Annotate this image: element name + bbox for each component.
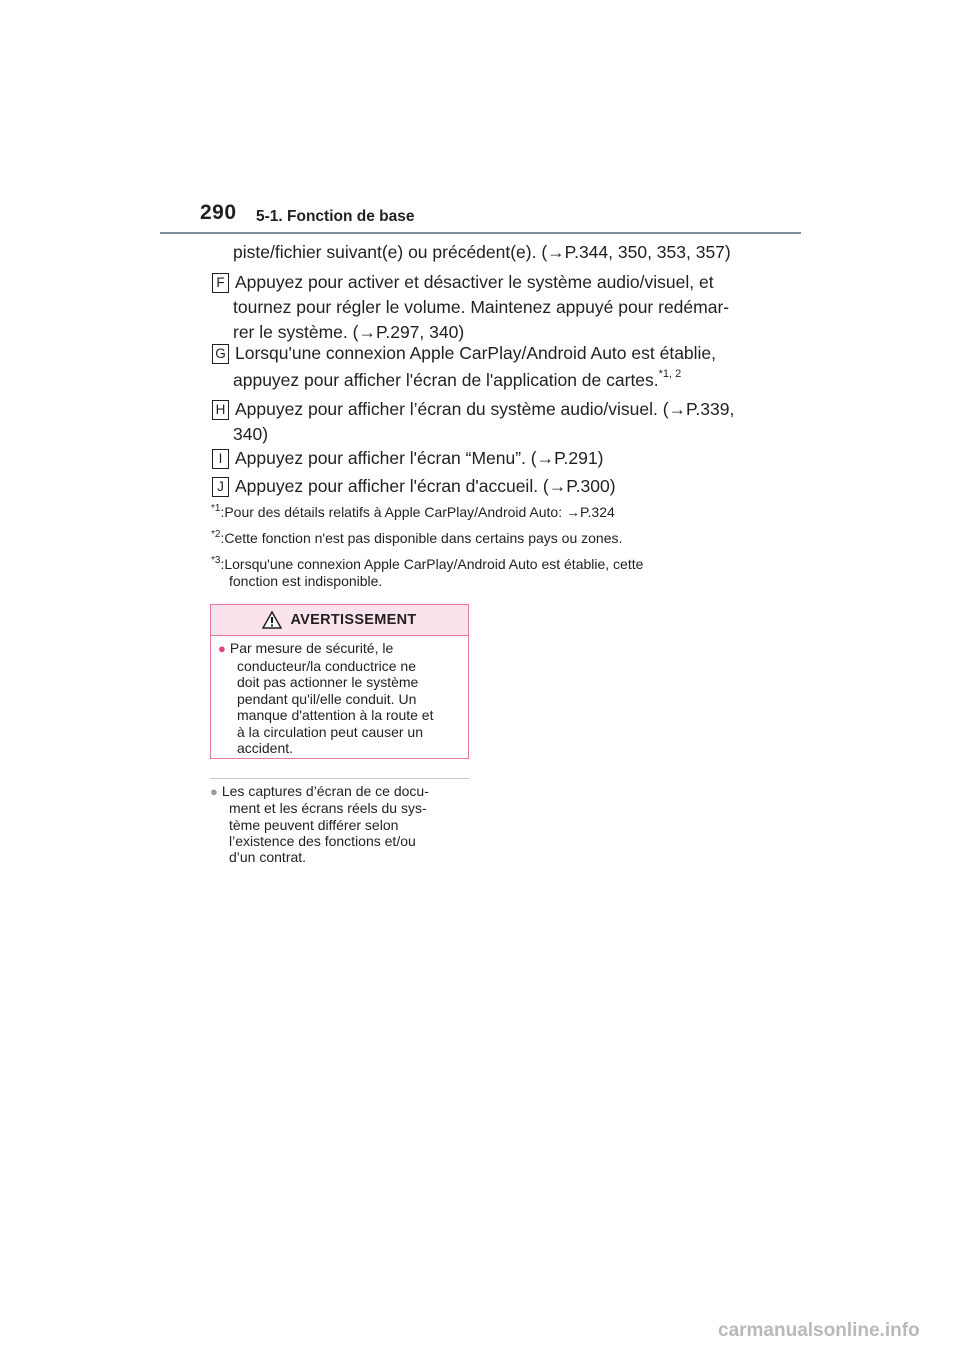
note-line: d’un contrat.: [229, 849, 307, 866]
warning-triangle-icon: [262, 611, 282, 629]
bullet-icon: ●: [210, 784, 218, 799]
item-f: [212, 270, 772, 345]
item-g: [212, 341, 772, 393]
warning-body: [218, 640, 468, 757]
warning-line: conducteur/la conductrice ne: [237, 657, 416, 674]
item-text-line: appuyez pour afficher l'écran de l'application de cartes.: [233, 370, 659, 390]
item-text-line: Appuyez pour afficher l'écran “Menu”. (→P.291): [235, 448, 604, 468]
item-text-line: Appuyez pour activer et désactiver le système audio/visuel, et: [235, 272, 714, 292]
label-box-h: H: [212, 400, 229, 420]
warning-line: manque d'attention à la route et: [237, 707, 434, 723]
note-line: l’existence des fonctions et/ou: [229, 832, 416, 849]
warning-line: accident.: [237, 740, 294, 756]
footnote-ref: *1, 2: [658, 368, 682, 380]
note-divider: [210, 778, 469, 779]
warning-line: doit pas actionner le système: [237, 674, 419, 690]
label-box-j: J: [212, 477, 229, 497]
footnote-text: Lorsqu'une connexion Apple CarPlay/Android Auto est établie, cette: [224, 556, 644, 572]
item-text-line: tournez pour régler le volume. Maintenez appuyé pour redémar-: [233, 297, 730, 317]
watermark: carmanualsonline.info: [718, 1320, 920, 1341]
label-box-f: F: [212, 273, 229, 293]
item-text-line: piste/fichier suivant(e) ou précédent(e). (→P.344, 350, 353, 357): [233, 242, 731, 262]
footnote-marker: *3: [211, 555, 221, 566]
item-j: [212, 474, 772, 499]
item-text-line: Appuyez pour afficher l’écran du système audio/visuel. (→P.339,: [235, 399, 735, 419]
warning-line: pendant qu'il/elle conduit. Un: [237, 690, 417, 707]
item-continuation: [212, 240, 772, 265]
footnote-2: $^{*2}$:Cette fonction n'est pas disponible dans certains pays ou zones.: [211, 529, 623, 546]
warning-title: AVERTISSEMENT: [290, 612, 417, 628]
label-box-g: G: [212, 344, 229, 364]
note-line: Les captures d’écran de ce docu-: [221, 783, 429, 799]
footnote-marker: *1: [211, 503, 221, 514]
footnote-3: $^{*3}$:Lorsqu'une connexion Apple CarPlay/Android Auto est établie, cette fonction est indisponible.: [211, 556, 771, 590]
label-box-i: I: [212, 449, 229, 469]
item-i: [212, 446, 772, 471]
warning-line: Par mesure de sécurité, le: [229, 640, 394, 656]
item-h: [212, 397, 772, 447]
item-text-line: Appuyez pour afficher l'écran d'accueil. (→P.300): [235, 476, 616, 496]
note: [210, 783, 470, 865]
note-line: ment et les écrans réels du sys-: [229, 800, 427, 817]
header-rule: [160, 232, 801, 234]
footnote-text: Cette fonction n'est pas disponible dans certains pays ou zones.: [224, 530, 623, 546]
section-title: 5-1. Fonction de base: [256, 208, 415, 225]
item-text-line: rer le système. (→P.297, 340): [233, 322, 465, 342]
item-text-line: Lorsqu'une connexion Apple CarPlay/Android Auto est établie,: [235, 343, 717, 363]
bullet-icon: ●: [218, 641, 226, 656]
warning-line: à la circulation peut causer un: [237, 723, 423, 740]
footnote-marker: *2: [211, 529, 221, 540]
warning-header: [211, 605, 468, 636]
warning-box: [210, 604, 469, 759]
note-line: tème peuvent différer selon: [229, 816, 399, 833]
item-text-line: 340): [233, 424, 269, 444]
footnote-1: $^{*1}$:Pour des détails relatifs à Apple CarPlay/Android Auto: →P.324: [211, 503, 615, 520]
footnote-text: fonction est indisponible.: [229, 573, 383, 589]
footnote-text: Pour des détails relatifs à Apple CarPlay/Android Auto: →P.324: [224, 504, 615, 520]
page-number: 290: [200, 201, 237, 224]
